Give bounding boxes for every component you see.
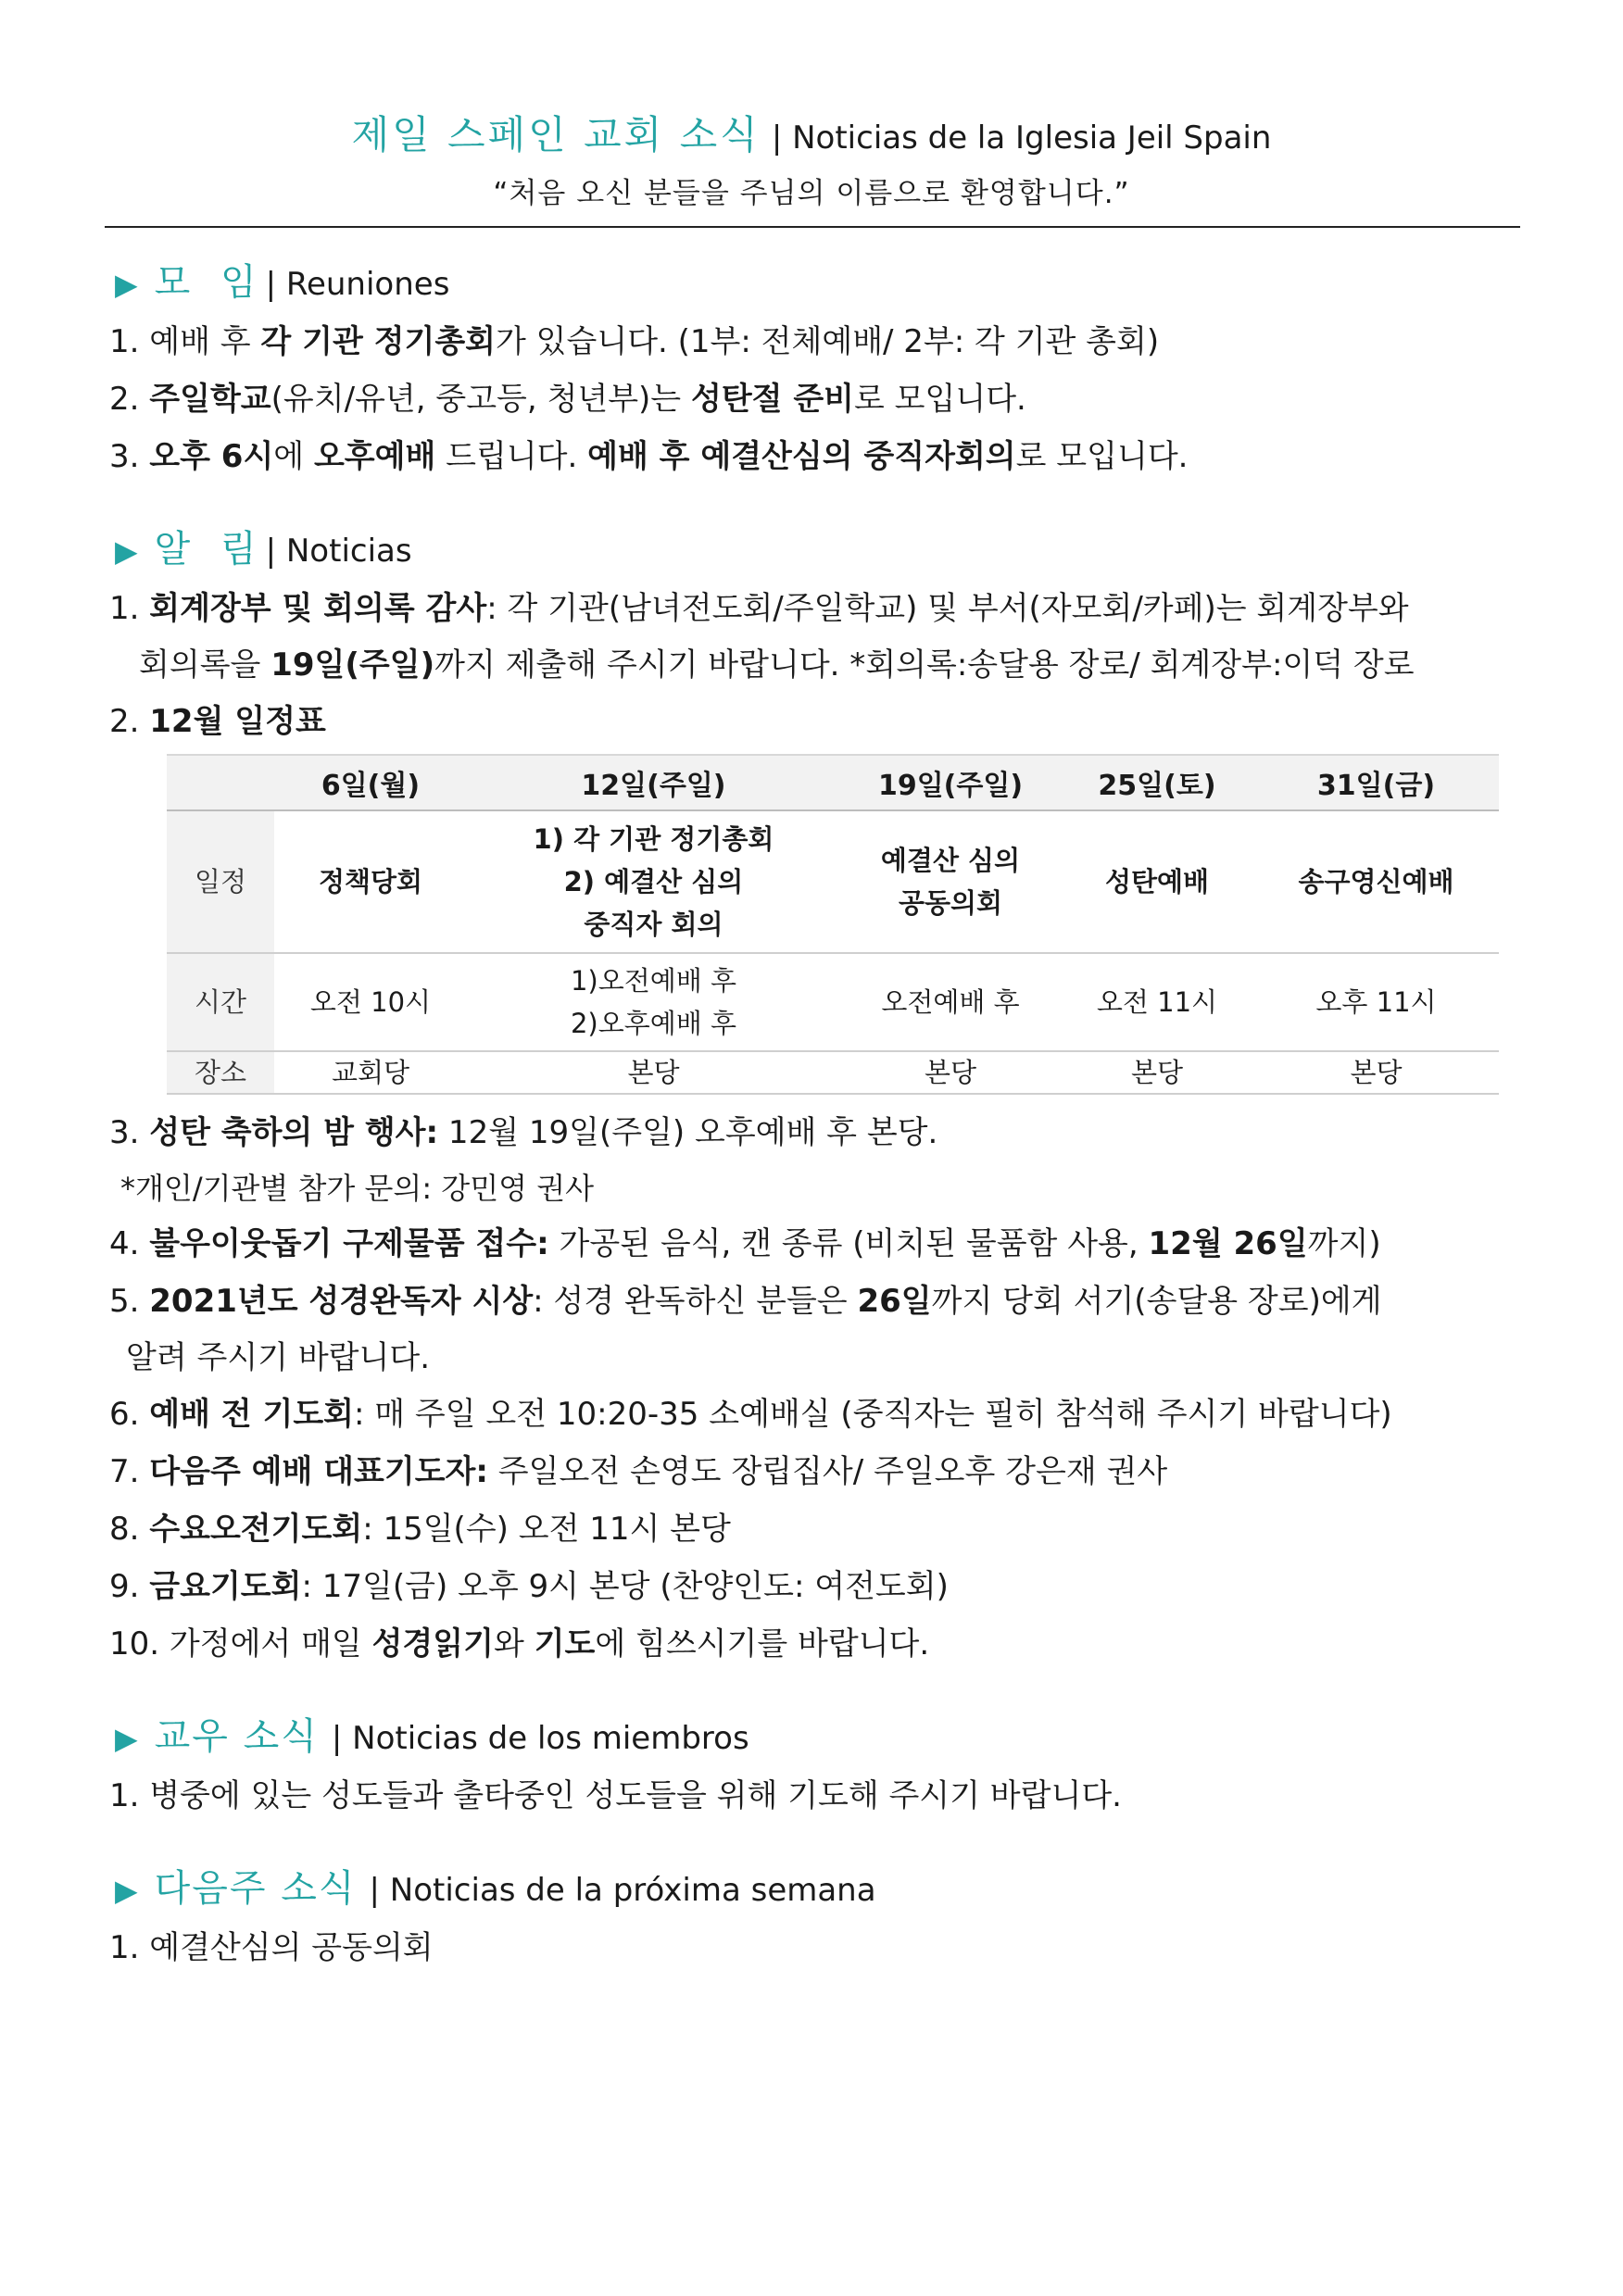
header-divider: [105, 226, 1520, 228]
item-number: 1.: [109, 590, 140, 627]
list-item: 1. 병중에 있는 성도들과 출타중인 성도들을 위해 기도해 주시기 바랍니다.: [109, 1777, 1122, 1814]
item-text: 가 있습니다. (1부: 전체예배/ 2부: 각 기관 총회): [496, 323, 1160, 360]
item-bold: 19일(주일): [270, 646, 435, 684]
table-header-cell: 19일(주일): [840, 755, 1061, 810]
list-item: [109, 1558, 1536, 1615]
item-bold: 금요기도회: [149, 1568, 302, 1605]
triangle-bullet-icon: ▶: [115, 1721, 138, 1756]
table-cell: 본당: [467, 1051, 840, 1094]
item-number: 2.: [109, 703, 140, 740]
list-item-continuation: 알려 주시기 바랍니다.: [126, 1339, 431, 1376]
list-item: [109, 1215, 1536, 1273]
item-text: 까지): [1307, 1225, 1381, 1262]
row-label: 일정: [167, 810, 274, 953]
section-heading-reuniones: [109, 254, 1536, 313]
item-text: : 15일(수) 오전 11시 본당: [362, 1511, 731, 1548]
row-label: 장소: [167, 1051, 274, 1094]
item-bold: 2021년도 성경완독자 시상: [149, 1283, 534, 1320]
section-title-es: | Reuniones: [265, 266, 450, 303]
item-text: 드립니다.: [435, 438, 588, 475]
item-text: 로 모입니다.: [1015, 438, 1189, 475]
item-text: 로 모입니다.: [854, 381, 1026, 418]
item-bold: 예배 후 예결산심의 중직자회의: [587, 438, 1016, 475]
row-label: 시간: [167, 953, 274, 1051]
item-bold: 26일: [857, 1283, 932, 1320]
list-item: [109, 370, 1536, 428]
list-item: [109, 1615, 1536, 1673]
item-text: [139, 381, 149, 418]
item-number: 4.: [109, 1225, 140, 1262]
item-text: 12월 19일(주일) 오후예배 후 본당.: [438, 1114, 938, 1151]
item-bold: 기도: [534, 1625, 596, 1662]
item-bold: 주일학교: [149, 381, 271, 418]
list-item: [109, 1443, 1536, 1500]
item-bold: 회계장부 및 회의록 감사: [149, 590, 487, 627]
item-bold: 오후예배: [313, 438, 436, 475]
item-text: 예배 후: [139, 323, 261, 360]
section-title-es: | Noticias: [265, 533, 412, 570]
list-item-note: *개인/기관별 참가 문의: 강민영 권사: [120, 1171, 595, 1206]
welcome-message: “처음 오신 분들을 주님의 이름으로 환영합니다.”: [493, 177, 1130, 210]
triangle-bullet-icon: ▶: [115, 1873, 138, 1908]
section-heading-miembros: [109, 1708, 1536, 1767]
list-item: [109, 1500, 1536, 1558]
table-header-cell: 6일(월): [274, 755, 467, 810]
table-cell: 예결산 심의 공동의회: [840, 810, 1061, 953]
item-text: 와: [493, 1625, 535, 1662]
item-text: 에 힘쓰시기를 바랍니다.: [595, 1625, 930, 1662]
item-bold: 성탄 축하의 밤 행사:: [149, 1114, 439, 1151]
section-title-ko: 모 임: [154, 261, 266, 304]
december-schedule-table: [167, 754, 1499, 1095]
section-title-es: | Noticias de los miembros: [331, 1720, 749, 1757]
item-number: 3.: [109, 438, 140, 475]
section-title-ko: 알 림: [154, 528, 266, 571]
table-row: [167, 810, 1499, 953]
header-title-line: [0, 109, 1623, 164]
item-bold: 수요오전기도회: [149, 1511, 363, 1548]
section-title-es: | Noticias de la próxima semana: [369, 1872, 876, 1909]
item-bold: 각 기관 정기총회: [260, 323, 497, 360]
bulletin-content: [109, 248, 1536, 1976]
item-number: 3.: [109, 1114, 140, 1151]
table-row: [167, 953, 1499, 1051]
table-cell: 본당: [1253, 1051, 1499, 1094]
table-row: [167, 1051, 1499, 1094]
bulletin-header: [0, 109, 1623, 220]
table-cell: 본당: [1061, 1051, 1253, 1094]
triangle-bullet-icon: ▶: [115, 267, 138, 302]
list-item: [109, 693, 1536, 750]
item-number: 8.: [109, 1511, 140, 1548]
table-cell: 오후 11시: [1253, 953, 1499, 1051]
item-number: 6.: [109, 1396, 140, 1433]
list-item: [109, 428, 1536, 485]
item-bold: 12월 26일: [1148, 1225, 1308, 1262]
item-text: : 17일(금) 오후 9시 본당 (찬양인도: 여전도회): [301, 1568, 949, 1605]
item-bold: 다음주 예배 대표기도자:: [149, 1453, 488, 1490]
table-cell: 정책당회: [274, 810, 467, 953]
list-item: [109, 1104, 1536, 1161]
table-header-cell: 12일(주일): [467, 755, 840, 810]
table-cell: 1) 각 기관 정기총회 2) 예결산 심의 중직자 회의: [467, 810, 840, 953]
item-number: 2.: [109, 381, 140, 418]
item-text: 까지 제출해 주시기 바랍니다. *회의록:송달용 장로/ 회계장부:이덕 장로: [434, 646, 1415, 684]
item-text: 주일오전 손영도 장립집사/ 주일오후 강은재 권사: [487, 1453, 1168, 1490]
list-item: [109, 580, 1536, 637]
item-text: 가공된 음식, 캔 종류 (비치된 물품함 사용,: [548, 1225, 1149, 1262]
item-text: 에: [273, 438, 314, 475]
list-item: [109, 1386, 1536, 1443]
item-text: [139, 438, 149, 475]
table-header-cell: 31일(금): [1253, 755, 1499, 810]
table-cell: 1)오전예배 후 2)오후예배 후: [467, 953, 840, 1051]
list-item: [109, 313, 1536, 370]
list-item: [109, 1273, 1536, 1330]
table-cell: 오전 11시: [1061, 953, 1253, 1051]
item-number: 9.: [109, 1568, 140, 1605]
table-header-row: [167, 755, 1499, 810]
table-cell: 본당: [840, 1051, 1061, 1094]
item-bold: 12월 일정표: [149, 703, 326, 740]
title-spanish: | Noticias de la Iglesia Jeil Spain: [771, 119, 1272, 157]
table-cell: 성탄예배: [1061, 810, 1253, 953]
list-item-continuation: [109, 637, 1536, 693]
section-heading-proxima: [109, 1860, 1536, 1919]
section-title-ko: 다음주 소식: [154, 1867, 357, 1910]
item-number: 10.: [109, 1625, 160, 1662]
table-cell: 오전 10시: [274, 953, 467, 1051]
list-item: 1. 예결산심의 공동의회: [109, 1929, 434, 1966]
triangle-bullet-icon: ▶: [115, 533, 138, 569]
item-bold: 오후 6시: [149, 438, 274, 475]
item-number: 1.: [109, 323, 140, 360]
item-text: (유치/유년, 중고등, 청년부)는: [270, 381, 691, 418]
item-text: 까지 당회 서기(송달용 장로)에게: [931, 1283, 1382, 1320]
item-bold: 성탄절 준비: [690, 381, 855, 418]
table-cell: 오전예배 후: [840, 953, 1061, 1051]
table-cell: 송구영신예배: [1253, 810, 1499, 953]
table-cell: 교회당: [274, 1051, 467, 1094]
table-header-cell: [167, 755, 274, 810]
item-text: : 성경 완독하신 분들은: [533, 1283, 858, 1320]
section-heading-noticias: [109, 521, 1536, 580]
item-text: 회의록을: [139, 646, 271, 684]
item-text: : 각 기관(남녀전도회/주일학교) 및 부서(자모회/카페)는 회계장부와: [486, 590, 1409, 627]
item-number: 7.: [109, 1453, 140, 1490]
table-header-cell: 25일(토): [1061, 755, 1253, 810]
item-bold: 불우이웃돕기 구제물품 접수:: [149, 1225, 549, 1262]
section-title-ko: 교우 소식: [154, 1715, 319, 1758]
item-bold: 예배 전 기도회: [149, 1396, 355, 1433]
item-number: 5.: [109, 1283, 140, 1320]
item-text: : 매 주일 오전 10:20-35 소예배실 (중직자는 필히 참석해 주시기 바랍니다): [354, 1396, 1392, 1433]
item-text: 가정에서 매일: [159, 1625, 372, 1662]
title-korean: 제일 스페인 교회 소식: [351, 112, 761, 157]
item-bold: 성경읽기: [371, 1625, 494, 1662]
